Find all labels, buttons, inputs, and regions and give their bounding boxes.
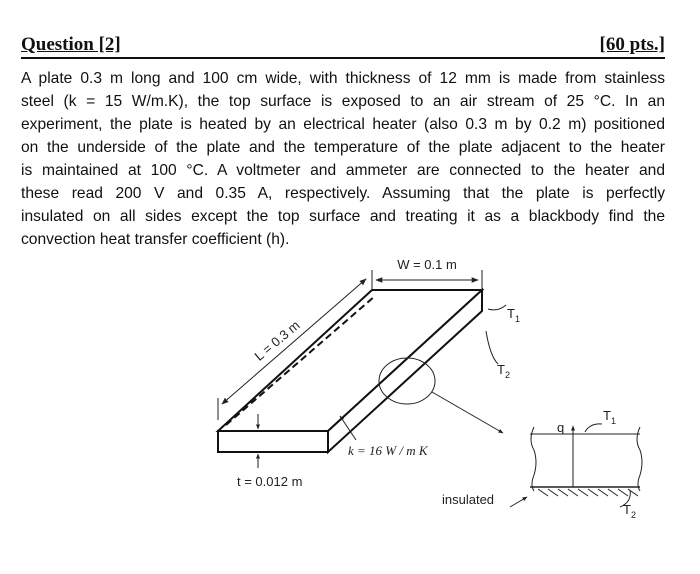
t2-leader [486,331,498,364]
problem-line: experiment, the plate is heated by an electrical heater (also 0.3 m by 0.2 m) positioned [21,116,665,133]
problem-line: steel (k = 15 W/m.K), the top surface is exposed to an air stream of 25 °C. In an [21,93,665,110]
insulation-hatch [538,489,638,496]
heat-flux-label: q [557,420,565,435]
section-break-left [531,427,536,491]
problem-line: is maintained at 100 °C. A voltmeter and ammeter are connected to the heater and [21,162,665,179]
cross-section-detail [442,408,642,520]
insulated-label: insulated [442,492,495,507]
length-label: L = 0.3 m [251,317,303,364]
question-title: Question [2] [21,34,121,55]
width-label: W = 0.1 m [397,257,457,272]
t2-label: $T_2$ [497,362,510,380]
detail-t1-leader [585,424,602,432]
t1-label: $T_1$ [507,306,520,324]
t1-leader [488,305,506,310]
plate-front-face [218,431,328,452]
problem-line: A plate 0.3 m long and 100 cm wide, with thickness of 12 mm is made from stainless [21,70,665,87]
problem-line: on the underside of the plate and the temperature of the plate adjacent to the heater [21,139,665,156]
problem-line: convection heat transfer coefficient (h). [21,231,290,248]
detail-t1-label: $T_1$ [603,408,616,426]
conductivity-label: k = 16 W / m K [348,443,428,458]
thickness-label: t = 0.012 m [237,474,303,489]
insulated-leader [510,497,527,507]
question-points: [60 pts.] [599,34,665,55]
detail-pointer-arrow [432,392,503,433]
problem-line: insulated on all sides except the top surface and treating it as a blackbody find the [21,208,665,225]
problem-line: these read 200 V and 0.35 A, respectively. Assuming that the plate is perfectly [21,185,665,202]
detail-t2-label: $T_2$ [623,502,636,520]
section-break-right [637,427,642,491]
